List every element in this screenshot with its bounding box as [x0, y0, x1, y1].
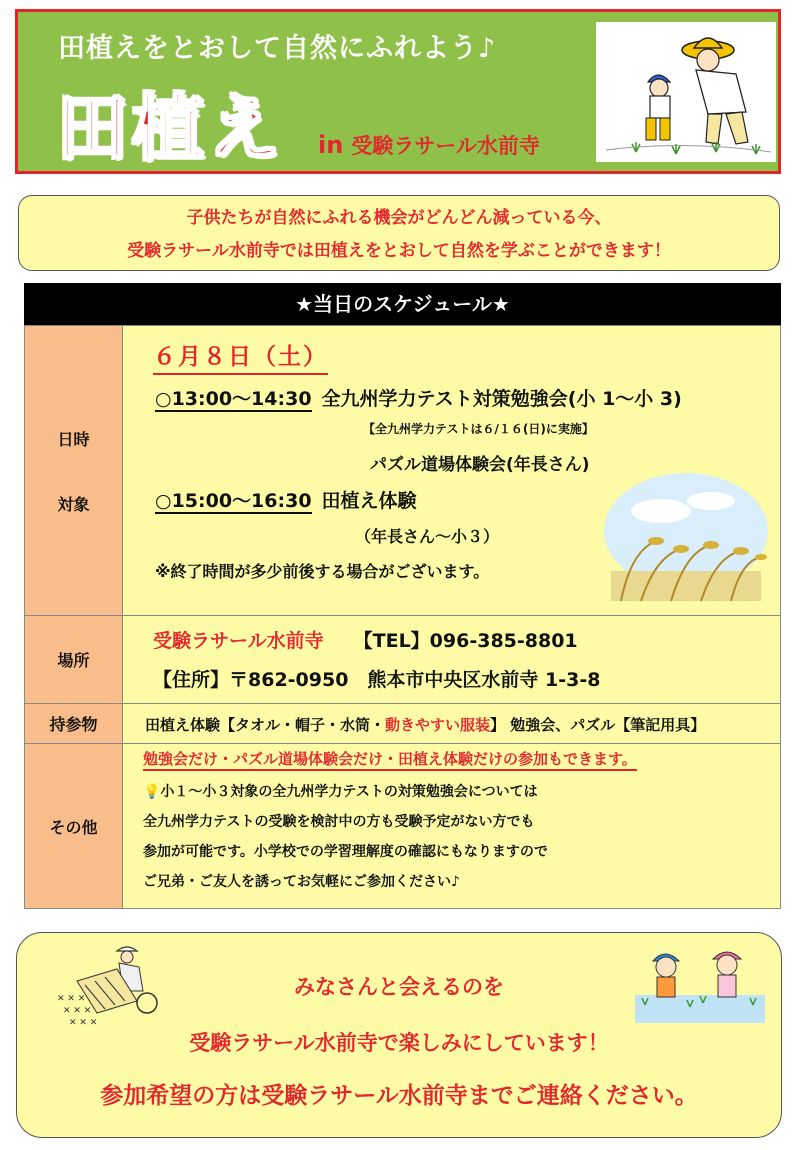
header-location-name: 受験ラサール水前寺	[351, 134, 540, 158]
schedule-table	[24, 325, 781, 909]
header-subtitle: 田植えをとおして自然にふれよう♪	[58, 33, 497, 64]
closing-line-3: 参加希望の方は受験ラサール水前寺までご連絡ください。	[100, 1083, 698, 1109]
session-1-note: 【全九州学力テストは６/１６(日)に実施】	[363, 422, 594, 436]
schedule-row-place	[25, 616, 781, 704]
svg-text:✕ ✕ ✕: ✕ ✕ ✕	[63, 1006, 92, 1016]
session-2	[155, 486, 417, 513]
label-target: 対象	[57, 494, 90, 514]
closing-line-2: 受験ラサール水前寺で楽しみにしています！	[189, 1031, 609, 1055]
rice-field-illustration	[601, 471, 771, 611]
session-1-puzzle: パズル道場体験会(年長さん)	[370, 455, 590, 475]
other-cell	[123, 744, 781, 909]
other-line-1: 💡小１～小３対象の全九州学力テストの対策勉強会については	[143, 784, 538, 800]
other-line-3: 参加が可能です。小学校での学習理解度の確認にもなりますので	[143, 844, 548, 860]
label-place: 場所	[25, 616, 123, 704]
header-banner	[15, 9, 781, 174]
schedule-row-belongings	[25, 704, 781, 744]
label-datetime-target	[25, 326, 123, 616]
svg-text:✕ ✕ ✕: ✕ ✕ ✕	[57, 994, 86, 1004]
place-cell	[123, 616, 781, 704]
schedule-row-other	[25, 744, 781, 909]
time-remark: ※終了時間が多少前後する場合がございます。	[155, 562, 490, 581]
header-title: 田植え	[56, 86, 285, 170]
session-1	[155, 384, 682, 411]
belongings-cell	[123, 704, 781, 744]
place-tel: 【TEL】096-385-8801	[353, 630, 578, 652]
closing-line-1: みなさんと会えるのを	[294, 975, 504, 999]
other-line-4: ご兄弟・ご友人を誘ってお気軽にご参加ください♪	[143, 874, 460, 890]
header-in-word: in	[318, 131, 344, 159]
label-datetime: 日時	[57, 429, 90, 449]
intro-line-2: 受験ラサール水前寺では田植えをとおして自然を学ぶことができます！	[127, 241, 671, 261]
header-location	[318, 130, 540, 160]
session-1-event: 全九州学力テスト対策勉強会(小 1～小 3)	[321, 388, 682, 410]
closing-box	[16, 932, 782, 1138]
belongings-part-1: 田植え体験【タオル・帽子・水筒・	[145, 716, 386, 734]
other-line-2: 全九州学力テストの受験を検討中の方も受験予定がない方でも	[143, 814, 535, 830]
rice-planting-illustration	[596, 22, 776, 162]
belongings-text	[123, 704, 780, 735]
svg-text:✕ ✕ ✕: ✕ ✕ ✕	[69, 1018, 98, 1028]
intro-box	[18, 195, 780, 271]
schedule-title: ★当日のスケジュール★	[24, 283, 781, 325]
label-other: その他	[25, 744, 123, 909]
place-address: 【住所】〒862-0950 熊本市中央区水前寺 1-3-8	[153, 669, 601, 691]
belongings-part-2: 動きやすい服装	[385, 716, 491, 734]
other-warning: 勉強会だけ・パズル道場体験会だけ・田植え体験だけの参加もできます。	[143, 748, 637, 771]
intro-line-1: 子供たちが自然にふれる機会がどんどん減っている今、	[186, 208, 612, 228]
belongings-part-3: 】 勉強会、パズル【筆記用具】	[490, 716, 706, 734]
datetime-cell	[123, 326, 781, 616]
session-2-time: ○15:00～16:30	[155, 490, 312, 512]
session-1-time: ○13:00～14:30	[155, 388, 312, 410]
schedule-row-datetime	[25, 326, 781, 616]
session-2-target: （年長さん～小３）	[355, 527, 500, 546]
label-belongings: 持参物	[25, 704, 123, 744]
session-2-event: 田植え体験	[321, 490, 417, 512]
place-name: 受験ラサール水前寺	[153, 630, 324, 652]
event-date: ６月８日（土）	[153, 338, 328, 375]
place-line-1	[153, 626, 578, 653]
